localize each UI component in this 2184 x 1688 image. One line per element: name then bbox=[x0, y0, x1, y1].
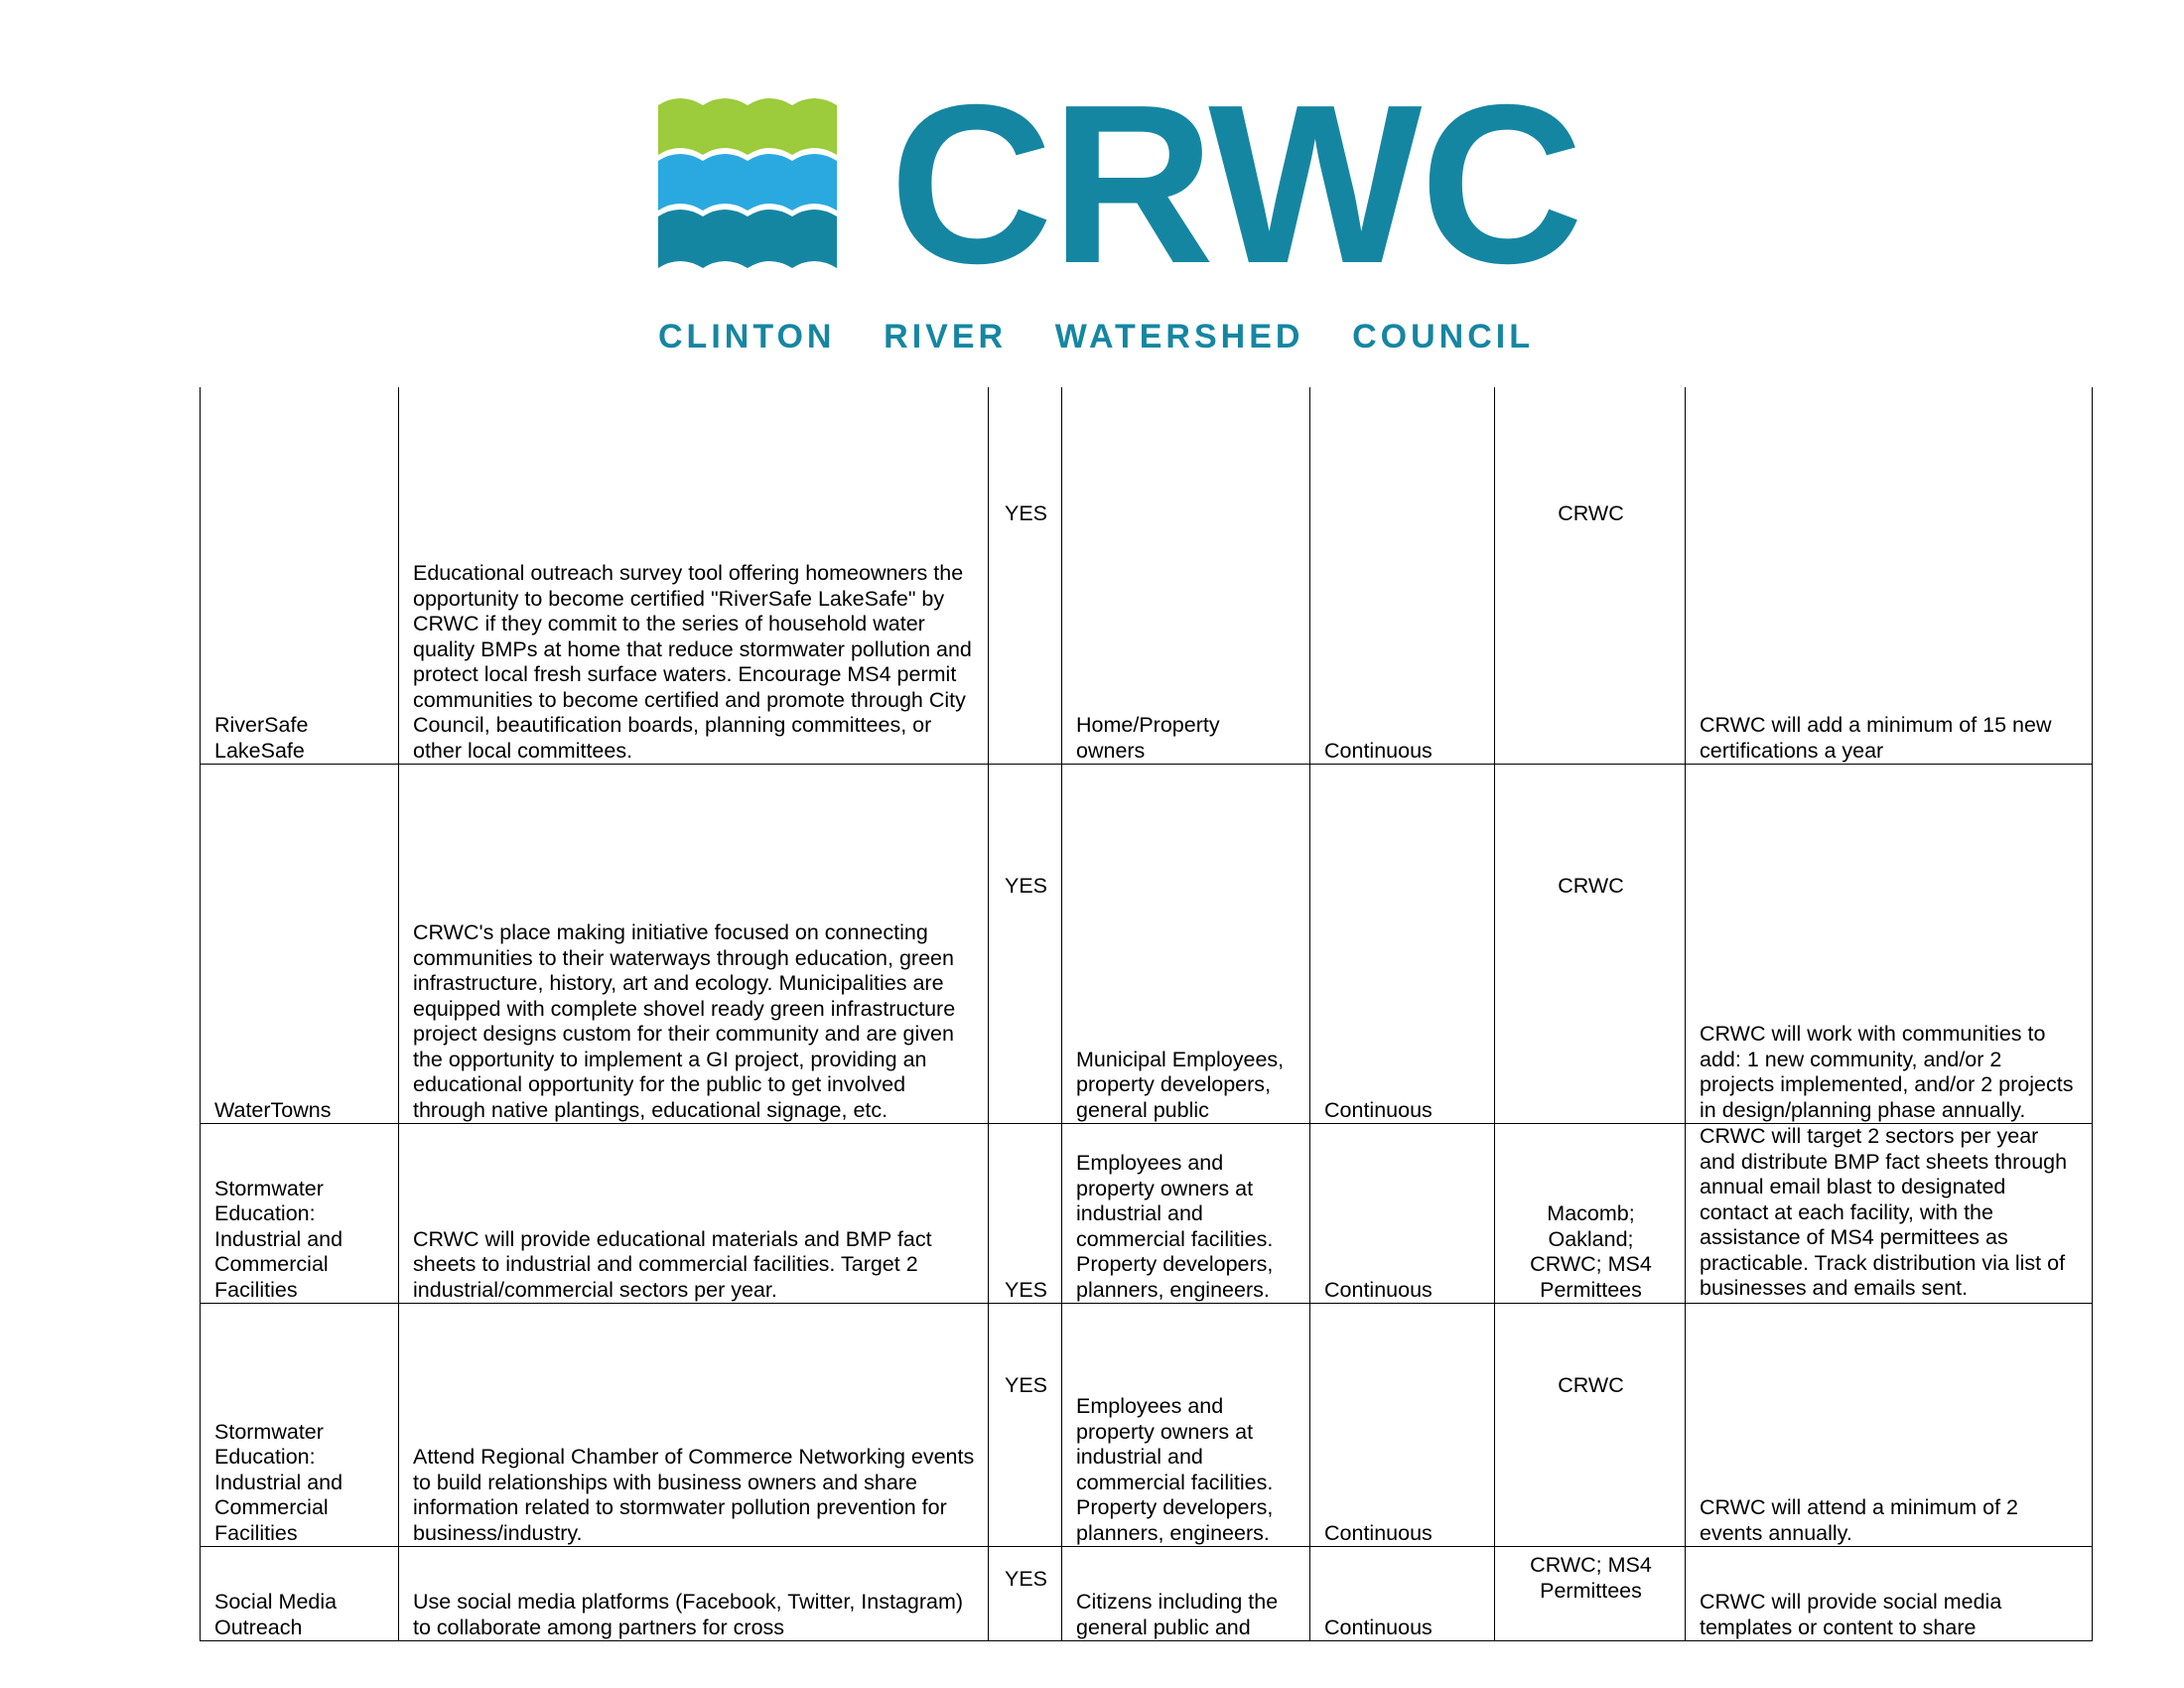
responsible-party: CRWC bbox=[1495, 387, 1686, 765]
frequency: Continuous bbox=[1310, 765, 1495, 1124]
responsible-party: CRWC; MS4 Permittees bbox=[1495, 1547, 1686, 1641]
measurable-goal: CRWC will attend a minimum of 2 events annually. bbox=[1686, 1304, 2093, 1547]
activity-name: Social Media Outreach bbox=[201, 1547, 399, 1641]
activity-status: YES bbox=[989, 765, 1062, 1124]
target-audience: Municipal Employees, property developers, general public bbox=[1062, 765, 1310, 1124]
logo-wordmark: CRWC bbox=[889, 59, 1582, 311]
activity-status: YES bbox=[989, 387, 1062, 765]
target-audience: Employees and property owners at industrial and commercial facilities. Property developers, planners, engineers. bbox=[1062, 1124, 1310, 1304]
activity-description: Use social media platforms (Facebook, Twitter, Instagram) to collaborate among partners for cross bbox=[399, 1547, 989, 1641]
outreach-activities-table bbox=[200, 387, 2093, 1641]
table-row bbox=[201, 387, 2093, 765]
responsible-party: CRWC bbox=[1495, 1304, 1686, 1547]
frequency: Continuous bbox=[1310, 1547, 1495, 1641]
organization-name: CLINTON RIVER WATERSHED COUNCIL bbox=[658, 318, 1534, 355]
frequency: Continuous bbox=[1310, 1304, 1495, 1547]
activity-status: YES bbox=[989, 1304, 1062, 1547]
activity-description: CRWC will provide educational materials and BMP fact sheets to industrial and commercial facilities. Target 2 industrial/commercial sectors per year. bbox=[399, 1124, 989, 1304]
target-audience: Citizens including the general public and bbox=[1062, 1547, 1310, 1641]
measurable-goal: CRWC will add a minimum of 15 new certifications a year bbox=[1686, 387, 2093, 765]
activity-status: YES bbox=[989, 1124, 1062, 1304]
green-wave bbox=[658, 98, 837, 155]
activity-description: CRWC's place making initiative focused on connecting communities to their waterways through education, green infrastructure, history, art and ecology. Municipalities are equipped with complete shovel ready green infrastructure project designs custom for their community and are given the opportunity to implement a GI project, providing an educational opportunity for the public to get involved through native plantings, educational signage, etc. bbox=[399, 765, 989, 1124]
teal-wave bbox=[658, 210, 837, 268]
activity-name: WaterTowns bbox=[201, 765, 399, 1124]
frequency: Continuous bbox=[1310, 1124, 1495, 1304]
activity-status: YES bbox=[989, 1547, 1062, 1641]
measurable-goal: CRWC will work with communities to add: 1 new community, and/or 2 projects implemented, and/or 2 projects in design/planning phase annually. bbox=[1686, 765, 2093, 1124]
measurable-goal: CRWC will provide social media templates or content to share bbox=[1686, 1547, 2093, 1641]
waves-logo-icon bbox=[658, 97, 837, 268]
activity-name: RiverSafe LakeSafe bbox=[201, 387, 399, 765]
activity-name: Stormwater Education: Industrial and Commercial Facilities bbox=[201, 1124, 399, 1304]
light-blue-wave bbox=[658, 154, 837, 211]
activity-description: Educational outreach survey tool offering homeowners the opportunity to become certified "RiverSafe LakeSafe" by CRWC if they commit to the series of household water quality BMPs at home that reduce stormwater pollution and protect local fresh surface waters. Encourage MS4 permit communities to become certified and promote through City Council, beautification boards, planning committees, or other local committees. bbox=[399, 387, 989, 765]
responsible-party: CRWC bbox=[1495, 765, 1686, 1124]
table-row bbox=[201, 1304, 2093, 1547]
measurable-goal: CRWC will target 2 sectors per year and distribute BMP fact sheets through annual email blast to designated contact at each facility, with the assistance of MS4 permittees as practicable. Track distribution via list of businesses and emails sent. bbox=[1686, 1124, 2093, 1304]
activity-description: Attend Regional Chamber of Commerce Networking events to build relationships with business owners and share information related to stormwater pollution prevention for business/industry. bbox=[399, 1304, 989, 1547]
activity-name: Stormwater Education: Industrial and Commercial Facilities bbox=[201, 1304, 399, 1547]
frequency: Continuous bbox=[1310, 387, 1495, 765]
page-header bbox=[0, 0, 2184, 387]
table-row bbox=[201, 1547, 2093, 1641]
responsible-party: Macomb; Oakland; CRWC; MS4 Permittees bbox=[1495, 1124, 1686, 1304]
table-row bbox=[201, 1124, 2093, 1304]
target-audience: Employees and property owners at industrial and commercial facilities. Property developers, planners, engineers. bbox=[1062, 1304, 1310, 1547]
table-row bbox=[201, 765, 2093, 1124]
target-audience: Home/Property owners bbox=[1062, 387, 1310, 765]
